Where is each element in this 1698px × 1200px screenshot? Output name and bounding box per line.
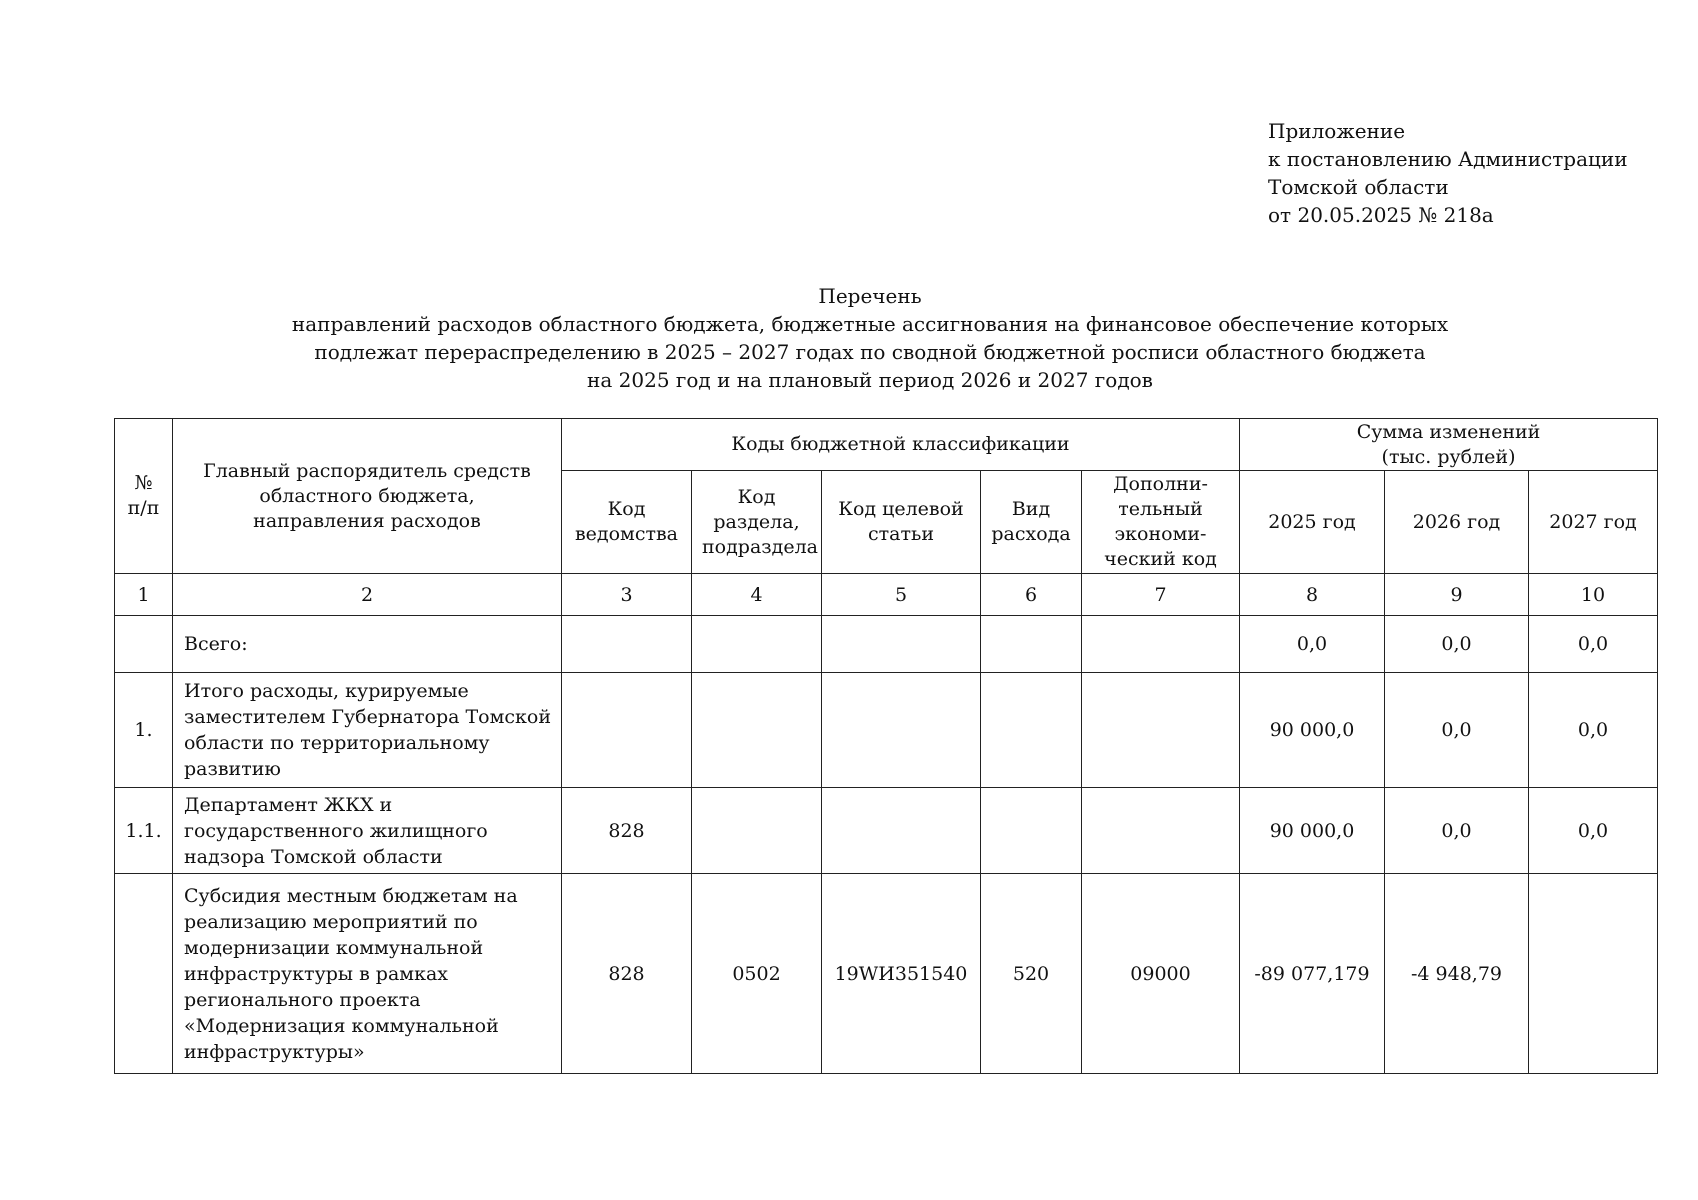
row-sum-2025: 90 000,0 xyxy=(1240,673,1385,788)
row-sum-2027 xyxy=(1529,874,1658,1074)
budget-table xyxy=(114,418,1658,1074)
row-target-code xyxy=(822,788,981,874)
row-expense-type: 520 xyxy=(981,874,1082,1074)
row-dept-code: 828 xyxy=(562,874,692,1074)
header-target-code: Код целевой статьи xyxy=(822,471,981,574)
header-section-code: Код раздела, подраздела xyxy=(692,471,822,574)
appendix-date-number: от 20.05.2025 № 218а xyxy=(1268,203,1494,227)
header-sum-group: Сумма изменений (тыс. рублей) xyxy=(1240,419,1658,471)
row-name: Субсидия местным бюджетам на реализацию мероприятий по модернизации коммунальной инфраструктуры в рамках регионального проекта «Модернизация коммунальной инфраструктуры» xyxy=(173,874,562,1074)
column-number: 5 xyxy=(822,574,981,616)
column-number: 1 xyxy=(115,574,173,616)
title-line-3: подлежат перераспределению в 2025 – 2027 годах по сводной бюджетной росписи областного бюджета xyxy=(314,340,1426,364)
row-sum-2026: 0,0 xyxy=(1385,673,1529,788)
row-section-code xyxy=(692,616,822,673)
header-row-groups xyxy=(115,419,1658,471)
appendix-line-1: Приложение xyxy=(1268,119,1406,143)
table-row xyxy=(115,673,1658,788)
row-expense-type xyxy=(981,616,1082,673)
appendix-block xyxy=(1268,117,1628,229)
column-numbers-row xyxy=(115,574,1658,616)
column-number: 3 xyxy=(562,574,692,616)
title-line-4: на 2025 год и на плановый период 2026 и 2027 годов xyxy=(587,368,1153,392)
column-number: 7 xyxy=(1082,574,1240,616)
row-dept-code: 828 xyxy=(562,788,692,874)
header-manager: Главный распорядитель средств областного бюджета, направления расходов xyxy=(173,419,562,574)
column-number: 10 xyxy=(1529,574,1658,616)
row-target-code xyxy=(822,616,981,673)
header-extra-code: Дополни-тельный экономи-ческий код xyxy=(1082,471,1240,574)
row-sum-2027: 0,0 xyxy=(1529,616,1658,673)
row-dept-code xyxy=(562,616,692,673)
column-number: 9 xyxy=(1385,574,1529,616)
row-extra-code xyxy=(1082,616,1240,673)
row-name: Итого расходы, курируемые заместителем Губернатора Томской области по территориальному развитию xyxy=(173,673,562,788)
row-extra-code: 09000 xyxy=(1082,874,1240,1074)
row-expense-type xyxy=(981,788,1082,874)
header-codes-group: Коды бюджетной классификации xyxy=(562,419,1240,471)
row-extra-code xyxy=(1082,673,1240,788)
header-year-2027: 2027 год xyxy=(1529,471,1658,574)
row-num xyxy=(115,616,173,673)
title-line-1: Перечень xyxy=(818,284,922,308)
title-line-2: направлений расходов областного бюджета, бюджетные ассигнования на финансовое обеспечение которых xyxy=(291,312,1449,336)
row-num: 1.1. xyxy=(115,788,173,874)
row-num: 1. xyxy=(115,673,173,788)
row-section-code: 0502 xyxy=(692,874,822,1074)
document-title xyxy=(240,282,1500,394)
row-sum-2026: 0,0 xyxy=(1385,788,1529,874)
row-sum-2027: 0,0 xyxy=(1529,788,1658,874)
header-expense-type: Вид расхода xyxy=(981,471,1082,574)
column-number: 2 xyxy=(173,574,562,616)
row-expense-type xyxy=(981,673,1082,788)
row-dept-code xyxy=(562,673,692,788)
header-year-2026: 2026 год xyxy=(1385,471,1529,574)
row-sum-2026: -4 948,79 xyxy=(1385,874,1529,1074)
row-target-code xyxy=(822,673,981,788)
table-row-total xyxy=(115,616,1658,673)
appendix-line-3: Томской области xyxy=(1268,175,1449,199)
table-row xyxy=(115,874,1658,1074)
column-number: 6 xyxy=(981,574,1082,616)
header-year-2025: 2025 год xyxy=(1240,471,1385,574)
row-sum-2025: 90 000,0 xyxy=(1240,788,1385,874)
row-section-code xyxy=(692,788,822,874)
row-name: Всего: xyxy=(173,616,562,673)
appendix-line-2: к постановлению Администрации xyxy=(1268,147,1628,171)
row-sum-2025: -89 077,179 xyxy=(1240,874,1385,1074)
row-num xyxy=(115,874,173,1074)
header-num: № п/п xyxy=(115,419,173,574)
row-name: Департамент ЖКХ и государственного жилищного надзора Томской области xyxy=(173,788,562,874)
row-sum-2027: 0,0 xyxy=(1529,673,1658,788)
row-target-code: 19WИ351540 xyxy=(822,874,981,1074)
row-sum-2025: 0,0 xyxy=(1240,616,1385,673)
table-row xyxy=(115,788,1658,874)
row-sum-2026: 0,0 xyxy=(1385,616,1529,673)
column-number: 4 xyxy=(692,574,822,616)
header-dept-code: Код ведомства xyxy=(562,471,692,574)
row-extra-code xyxy=(1082,788,1240,874)
column-number: 8 xyxy=(1240,574,1385,616)
row-section-code xyxy=(692,673,822,788)
